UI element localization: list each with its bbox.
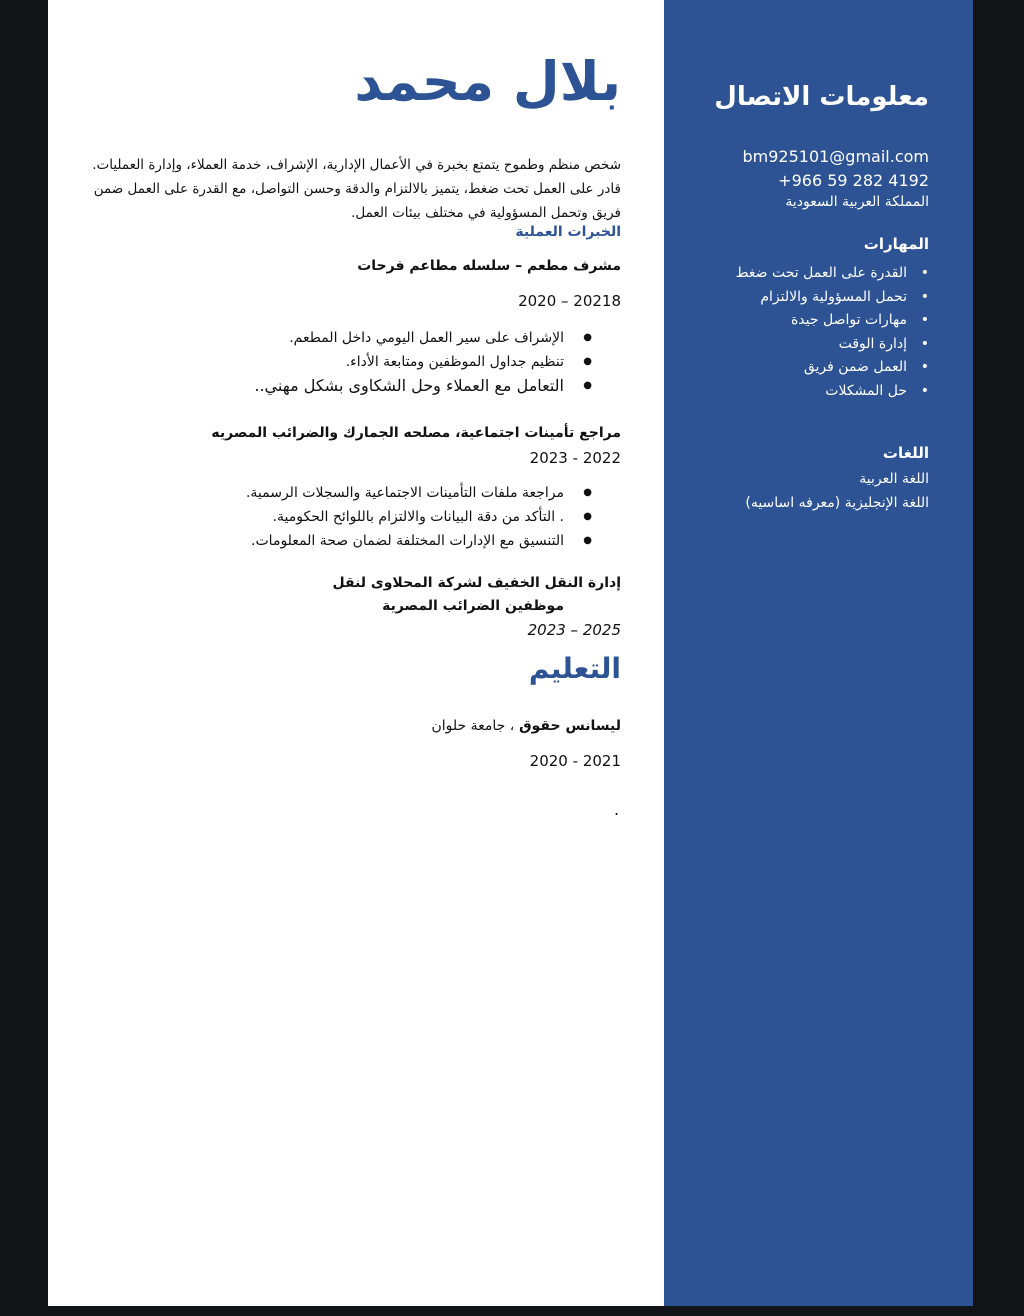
skill-item: • العمل ضمن فريق <box>687 356 907 380</box>
education-entry <box>431 718 621 734</box>
language-item: اللغة العربية <box>859 471 929 487</box>
job-bullet: ● التنسيق مع الإدارات المختلفة لضمان صحة المعلومات. <box>246 529 564 553</box>
job-bullet: ● تنظيم جداول الموظفين ومتابعة الأداء. <box>254 350 564 374</box>
job-title: مشرف مطعم – سلسله مطاعم فرحات <box>357 258 621 274</box>
trailing-dot: . <box>614 800 620 819</box>
job-bullet: ● مراجعة ملفات التأمينات الاجتماعية والسجلات الرسمية. <box>246 481 564 505</box>
language-item: اللغة الإنجليزية (معرفه اساسيه) <box>745 495 929 511</box>
skill-item: • القدرة على العمل تحت ضغط <box>687 262 907 286</box>
languages-heading: اللغات <box>882 444 929 462</box>
profile-summary: شخص منظم وطموح يتمتع بخبرة في الأعمال الإدارية، الإشراف، خدمة العملاء، وإدارة العمليات. قادر على العمل تحت ضغط، يتميز بالالتزام والدقة وحسن التواصل، مع القدرة على العمل ضمن فريق وتحمل المسؤولية في مختلف بيئات العمل. <box>92 157 621 221</box>
location-text: المملكة العربية السعودية <box>785 194 929 210</box>
phone-text: +966 59 282 4192 <box>778 171 929 190</box>
skill-item: • حل المشكلات <box>687 380 907 404</box>
job-bullet: ● الإشراف على سير العمل اليومي داخل المطعم. <box>254 326 564 350</box>
job-date: 2022 - 2023 <box>529 449 621 467</box>
job-date: 2023 – 2025 <box>527 621 621 639</box>
degree-text: ليسانس حقوق <box>519 718 621 734</box>
job-date: 2020 – 20218 <box>518 292 621 310</box>
email-text: bm925101@gmail.com <box>742 147 929 166</box>
job-bullets <box>246 481 564 553</box>
job-bullet: ● . التأكد من دقة البيانات والالتزام باللوائح الحكومية. <box>246 505 564 529</box>
education-heading: التعليم <box>528 652 621 685</box>
job-bullets <box>254 326 564 398</box>
job-title: مراجع تأمينات اجتماعية، مصلحه الجمارك والضرائب المصريه <box>211 425 621 441</box>
skill-item: • مهارات تواصل جيدة <box>687 309 907 333</box>
job-title-continued: موظفين الضرائب المصرية <box>382 598 564 614</box>
skill-item: • إدارة الوقت <box>687 333 907 357</box>
contact-title: معلومات الاتصال <box>714 82 929 112</box>
school-text: ، جامعة حلوان <box>431 718 515 734</box>
job-title: إدارة النقل الخفيف لشركة المحلاوى لنقل <box>332 575 621 591</box>
experience-heading: الخبرات العملية <box>515 224 621 240</box>
skills-heading: المهارات <box>863 235 929 253</box>
candidate-name: بلال محمد <box>354 50 621 113</box>
job-bullet: ● التعامل مع العملاء وحل الشكاوى بشكل مهني.. <box>254 374 564 398</box>
skill-item: • تحمل المسؤولية والالتزام <box>687 286 907 310</box>
education-date: 2021 - 2020 <box>529 752 621 770</box>
